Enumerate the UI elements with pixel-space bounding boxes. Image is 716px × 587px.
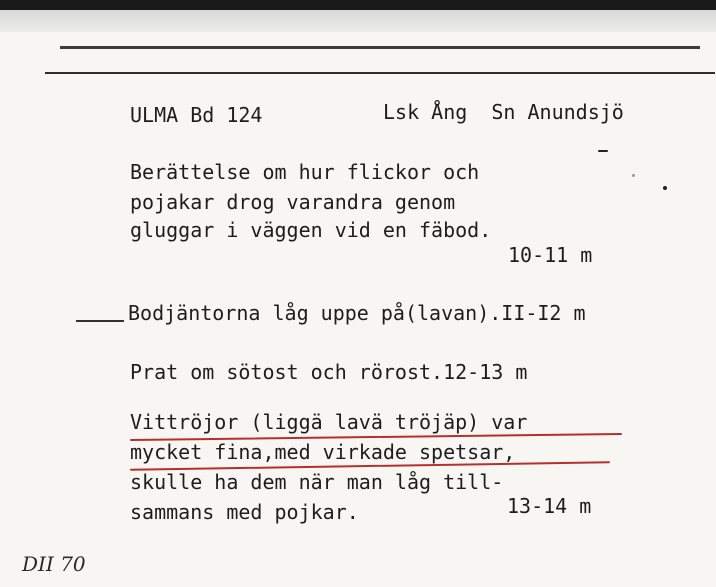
location-reference: Lsk Ång Sn Anundsjö <box>383 100 624 124</box>
top-rule <box>60 46 700 49</box>
card-top-edge <box>0 10 716 32</box>
index-card <box>0 10 716 587</box>
entry-1-line-1: Berättelse om hur flickor och <box>130 160 480 184</box>
entry-1-line-2: pojakar drog varandra genom <box>130 190 456 214</box>
entry-4-line-4: sammans med pojkar. <box>130 500 359 524</box>
entry-4-line-3: skulle ha dem när man låg till- <box>130 470 504 494</box>
ink-dot <box>663 186 667 190</box>
archive-reference: ULMA Bd 124 <box>130 103 263 127</box>
entry-4-line-2: mycket fina,med virkade spetsar, <box>130 440 516 464</box>
entry-4-line-1: Vittröjor (liggä lavä tröjäp) var <box>130 410 528 434</box>
margin-dash <box>76 320 124 322</box>
ink-speck <box>632 174 635 177</box>
entry-4-ref: 13-14 m <box>507 494 592 518</box>
entry-3-line-1: Prat om sötost och rörost.12-13 m <box>130 360 528 384</box>
entry-1-line-3: gluggar i väggen vid en fäbod. <box>130 218 492 242</box>
entry-2-line-1: Bodjäntorna låg uppe på(lavan).II-I2 m <box>128 301 586 325</box>
entry-1-ref: 10-11 m <box>508 243 593 267</box>
ink-mark <box>598 150 608 152</box>
handwritten-margin-note: DII 70 <box>22 552 86 576</box>
header-rule <box>45 72 715 74</box>
